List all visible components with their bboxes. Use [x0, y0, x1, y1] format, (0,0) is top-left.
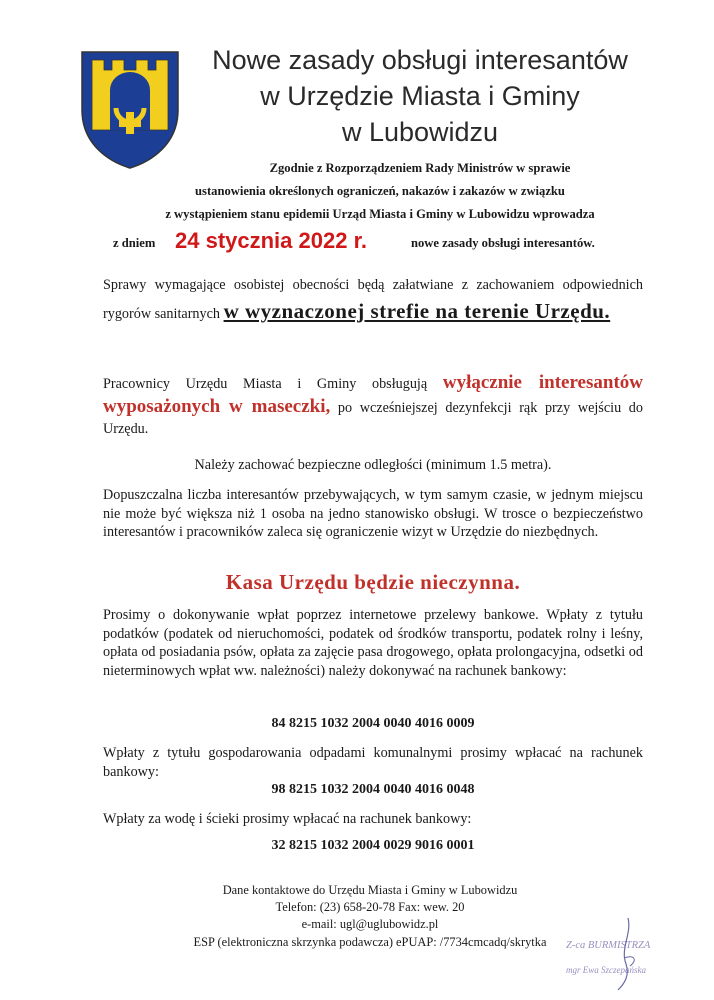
effective-date: 24 stycznia 2022 r. — [175, 228, 368, 253]
date-suffix: nowe zasady obsługi interesantów. — [411, 236, 595, 250]
intro-line-2: ustanowienia określonych ograniczeń, nakazów i zakazów w związku — [195, 184, 565, 198]
title-line-1: Nowe zasady obsługi interesantów — [212, 45, 628, 75]
contact-epuap: ESP (elektroniczna skrzynka podawcza) ePUAP: /7734cmcadq/skrytka — [193, 934, 547, 949]
intro-line-1: Zgodnie z Rozporządzeniem Rady Ministrów w sprawie — [269, 161, 571, 175]
contact-heading: Dane kontaktowe do Urzędu Miasta i Gminy w Lubowidzu — [222, 883, 518, 897]
payments-water-text: Wpłaty za wodę i ścieki prosimy wpłacać na rachunek bankowy: — [103, 811, 472, 827]
account-number-1: 84 8215 1032 2004 0040 4016 0009 — [271, 716, 475, 731]
section-distance: Należy zachować bezpieczne odległości (minimum 1.5 metra). — [194, 457, 552, 473]
payments-taxes-text: Prosimy o dokonywanie wpłat poprzez internetowe przelewy bankowe. Wpłaty z tytułu podatków (podatek od nieruchomości, podatek od środków transportu, podatek rolny i leśny, opłata od posiadania psów, opłata za zajęcie pasa drogowego, opłata prolongacyjna, odsetki od nieterminowych wpłat ww. należności) należy dokonywać na rachunek bankowy: — [103, 607, 643, 679]
contact-block — [150, 882, 590, 951]
payments-waste-text: Wpłaty z tytułu gospodarowania odpadami komunalnymi prosimy wpłacać na rachunek bankowy: — [103, 745, 643, 780]
section-masks-text-before: Pracownicy Urzędu Miasta i Gminy obsługują — [103, 376, 428, 392]
contact-phone: Telefon: (23) 658-20-78 Fax: wew. 20 — [275, 900, 465, 915]
section-limits: Dopuszczalna liczba interesantów przebywających, w tym samym czasie, w jednym miejscu nie może być większa niż 1 osoba na jedno stanowisko obsługi. W trosce o bezpieczeństwo interesantów i pracowników zaleca się ograniczenie wizyt w Urzędzie do niezbędnych. — [103, 487, 643, 540]
title-line-2: w Urzędzie Miasta i Gminy — [260, 81, 580, 111]
contact-email: e-mail: ugl@uglubowidz.pl — [301, 917, 439, 932]
account-number-2: 98 8215 1032 2004 0040 4016 0048 — [271, 782, 475, 797]
account-number-3: 32 8215 1032 2004 0029 9016 0001 — [271, 838, 475, 853]
page-title — [180, 42, 660, 150]
section-masks-text-after: po wcześniejszej dezynfekcji rąk przy wejściu do Urzędu. — [103, 399, 643, 437]
intro-line-3: z wystąpieniem stanu epidemii Urząd Miasta i Gminy w Lubowidzu wprowadza — [165, 207, 595, 221]
stamp-title: Z-ca BURMISTRZA — [566, 940, 651, 951]
section-masks — [103, 372, 643, 441]
cashier-closed-heading: Kasa Urzędu będzie nieczynna. — [225, 570, 521, 594]
section-sanitary-emphasis: w wyznaczonej strefie na terenie Urzędu. — [223, 299, 611, 323]
date-line — [103, 226, 663, 258]
handwritten-signature — [598, 914, 658, 994]
section-sanitary — [103, 272, 643, 327]
section-masks-emphasis: wyłącznie interesantów wyposażonych w maseczki, — [103, 372, 643, 417]
date-prefix: z dniem — [113, 236, 156, 250]
stamp-name: mgr Ewa Szczepańska — [566, 965, 646, 975]
title-line-3: w Lubowidzu — [341, 117, 499, 147]
coat-of-arms — [80, 50, 180, 170]
section-sanitary-text: Sprawy wymagające osobistej obecności będą załatwiane z zachowaniem odpowiednich rygorów sanitarnych — [103, 277, 643, 322]
